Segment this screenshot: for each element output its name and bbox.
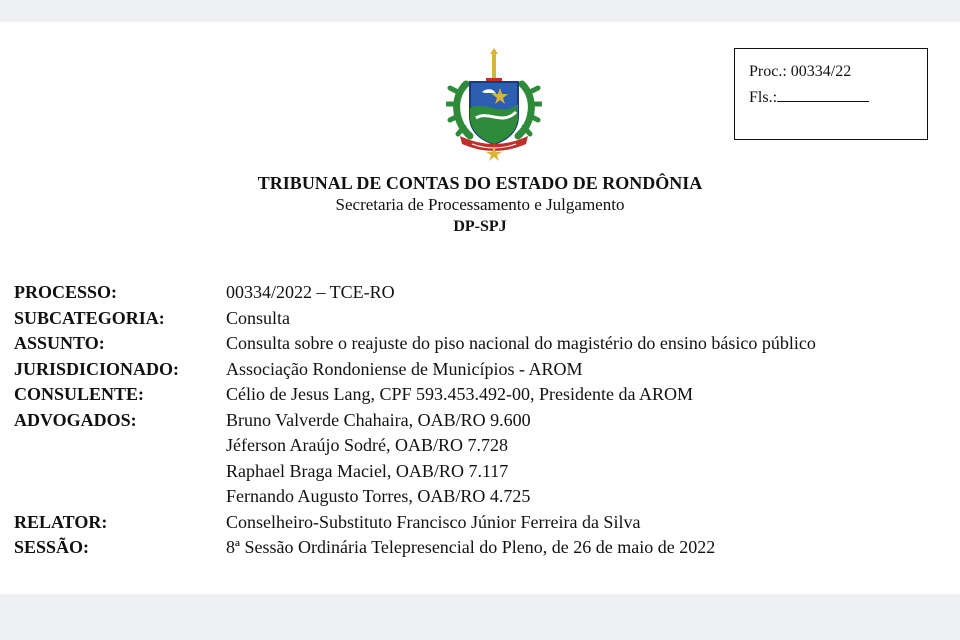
value-line: Célio de Jesus Lang, CPF 593.453.492-00, Presidente da AROM — [226, 384, 693, 404]
field-value — [226, 306, 940, 332]
field-label: SESSÃO: — [14, 537, 90, 557]
field-value — [226, 331, 940, 357]
field-label: CONSULENTE: — [14, 384, 145, 404]
field-value — [226, 357, 940, 383]
proc-label: Proc.: — [749, 63, 787, 80]
field-label: SUBCATEGORIA: — [14, 307, 165, 328]
value-line: 8ª Sessão Ordinária Telepresencial do Pleno, de 26 de maio de 2022 — [226, 537, 716, 557]
value-line: Associação Rondoniense de Municípios - AROM — [226, 358, 583, 379]
field-value — [226, 280, 940, 306]
field-consulente — [14, 382, 940, 408]
field-value — [226, 382, 940, 408]
value-line: Raphael Braga Maciel, OAB/RO 7.117 — [226, 460, 509, 481]
value-line: Bruno Valverde Chahaira, OAB/RO 9.600 — [226, 409, 531, 430]
field-assunto — [14, 331, 940, 357]
field-label: JURISDICIONADO: — [14, 358, 180, 379]
process-fields — [14, 280, 940, 561]
rondonia-coat-of-arms-icon — [446, 48, 542, 162]
field-label: RELATOR: — [14, 511, 108, 532]
field-value — [226, 510, 940, 536]
fls-line — [749, 85, 927, 111]
field-processo — [14, 280, 940, 306]
tribunal-title: TRIBUNAL DE CONTAS DO ESTADO DE RONDÔNIA — [257, 173, 703, 193]
document-page — [0, 22, 960, 594]
secretaria-subtitle: Secretaria de Processamento e Julgamento — [335, 195, 625, 214]
value-line: Conselheiro-Substituto Francisco Júnior Ferreira da Silva — [226, 511, 641, 532]
fls-label: Fls.: — [749, 89, 778, 106]
value-line: Jéferson Araújo Sodré, OAB/RO 7.728 — [226, 435, 508, 455]
field-value — [226, 535, 940, 561]
field-label: ASSUNTO: — [14, 333, 105, 353]
proc-line — [749, 59, 927, 85]
field-label: ADVOGADOS: — [14, 409, 137, 430]
department-code: DP-SPJ — [453, 218, 507, 235]
value-line: Consulta sobre o reajuste do piso nacional do magistério do ensino básico público — [226, 333, 816, 353]
value-line: Fernando Augusto Torres, OAB/RO 4.725 — [226, 486, 531, 506]
field-label: PROCESSO: — [14, 282, 118, 302]
field-subcategoria — [14, 306, 940, 332]
document-header — [0, 172, 960, 238]
fls-blank — [777, 87, 869, 102]
field-advogados — [14, 408, 940, 510]
field-sessao — [14, 535, 940, 561]
process-stamp-box — [734, 48, 928, 140]
field-relator — [14, 510, 940, 536]
field-jurisdicionado — [14, 357, 940, 383]
proc-value: 00334/22 — [790, 63, 852, 80]
value-line: Consulta — [226, 307, 291, 328]
field-value — [226, 408, 940, 510]
value-line: 00334/2022 – TCE-RO — [226, 282, 395, 302]
